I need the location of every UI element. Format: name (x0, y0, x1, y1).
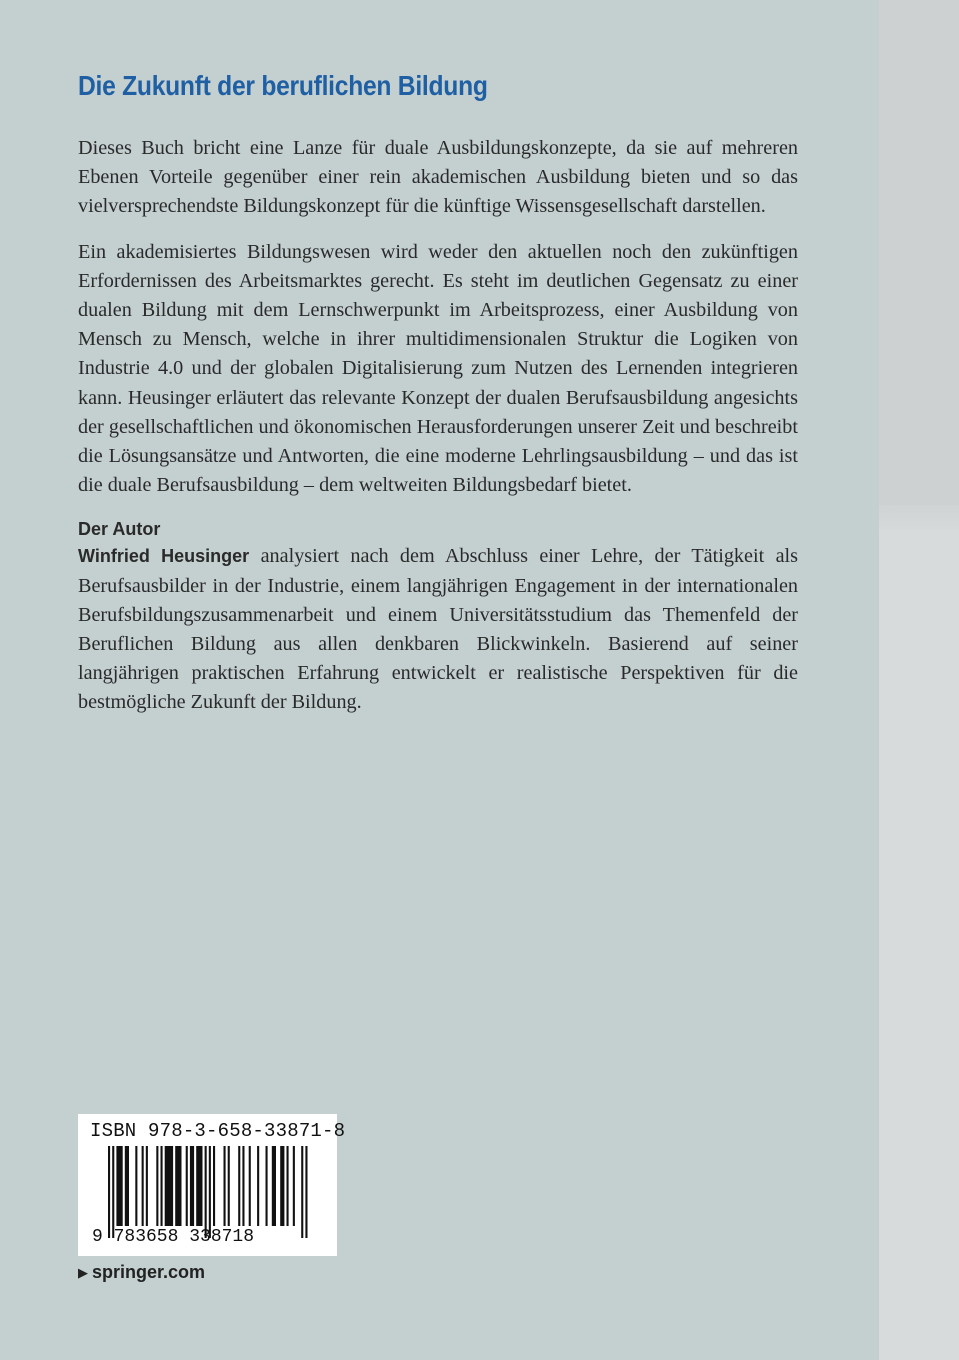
barcode-bar (280, 1146, 284, 1226)
barcode-bar (156, 1146, 158, 1226)
barcode-bar (190, 1146, 194, 1226)
barcode-bar (249, 1146, 251, 1226)
barcode-bar (266, 1146, 268, 1226)
barcode-bar (272, 1146, 276, 1226)
barcode-guard-bar (301, 1146, 303, 1238)
barcode-guard-bar (112, 1146, 114, 1238)
barcode-bar (196, 1146, 202, 1226)
barcode-guard-bar (305, 1146, 307, 1238)
barcode-bar (142, 1146, 144, 1226)
barcode-bar (287, 1146, 289, 1226)
spine-strip (879, 0, 959, 1360)
barcode-bar (213, 1146, 215, 1226)
barcode-guard-bar (205, 1146, 207, 1238)
barcode-bar (165, 1146, 173, 1226)
author-name: Winfried Heusinger (78, 546, 250, 567)
back-cover-content (78, 70, 798, 734)
author-bio-text: analysiert nach dem Abschluss einer Lehre, der Tätigkeit als Berufsausbilder in der Industrie, einem langjährigen Engagement in der internationalen Berufsbildungszusammenarbeit und einem Universitätsstudium das Themenfeld der Beruflichen Bildung aus allen denkbaren Blickwinkeln. Basierend auf seiner langjährigen praktischen Erfahrung entwickelt er realistische Perspektiven für die bestmögliche Zukunft der Bildung. (78, 545, 798, 714)
isbn-label: ISBN 978-3-658-33871-8 (90, 1120, 346, 1142)
publisher-link[interactable] (78, 1262, 205, 1283)
barcode-bar (146, 1146, 148, 1226)
barcode-bar (228, 1146, 230, 1226)
barcode-bar (135, 1146, 137, 1226)
publisher-link-text: springer.com (92, 1262, 206, 1282)
barcode-guard-bar (108, 1146, 110, 1238)
barcode-bar (293, 1146, 295, 1226)
barcode-bar (161, 1146, 163, 1226)
book-title: Die Zukunft der beruflichen Bildung (78, 70, 488, 101)
barcode-guard-bar (209, 1146, 211, 1238)
author-bio (78, 542, 798, 717)
barcode-bar (224, 1146, 226, 1226)
barcode-bar (257, 1146, 259, 1226)
blurb-paragraph-2: Ein akademisiertes Bildungswesen wird weder den aktuellen noch den zukünftigen Erfordernissen des Arbeitsmarktes gerecht. Es steht im deutlichen Gegensatz zu einer dualen Bildung mit dem Lernschwerpunkt im Arbeitsprozess, einer Ausbildung von Mensch zu Mensch, welche in ihrer multidimensionalen Struktur die Logiken von Industrie 4.0 und der globalen Digitalisierung zum Nutzen des Lernenden integrieren kann. Heusinger erläutert das relevante Konzept der dualen Berufsausbildung angesichts der gesellschaftlichen und ökonomischen Herausforderungen unserer Zeit und beschreibt die Lösungsansätze und Antworten, die eine moderne Lehrlingsausbildung – und das ist die duale Berufsausbildung – dem weltweiten Bildungsbedarf bietet. (78, 240, 798, 497)
barcode-bar (175, 1146, 181, 1226)
spine-band-bottom (879, 530, 959, 1360)
author-heading: Der Autor (78, 519, 161, 540)
ean-digits: 9 783658 338718 (92, 1227, 255, 1247)
blurb-paragraph-1: Dieses Buch bricht eine Lanze für duale Ausbildungskonzepte, da sie auf mehreren Ebenen Vorteile gegenüber einer rein akademischen Ausbildung bieten und so das vielversprechendste Bildungskonzept für die künftige Wissensgesellschaft darstellen. (78, 137, 798, 218)
barcode-bar (125, 1146, 129, 1226)
isbn-barcode (78, 1114, 346, 1256)
barcode-bar (238, 1146, 240, 1226)
arrow-right-icon: ▶ (78, 1265, 88, 1280)
barcode-bar (186, 1146, 188, 1226)
barcode-bar (242, 1146, 244, 1226)
spine-band-top (879, 0, 959, 505)
barcode-bar (116, 1146, 122, 1226)
